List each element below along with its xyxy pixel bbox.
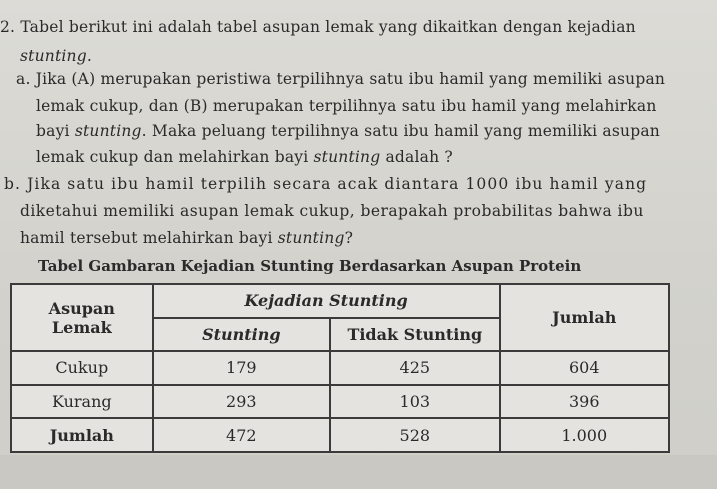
table-row (11, 351, 669, 385)
cell-tidak-stunting: 103 (330, 385, 500, 419)
cell-jumlah: 396 (500, 385, 669, 419)
question-a-line-2: lemak cukup, dan (B) merupakan terpilihnya satu ibu hamil yang melahirkan (36, 97, 657, 115)
question-a-line-4-italic: stunting (313, 148, 381, 166)
question-b-line-3-italic: stunting (277, 229, 345, 247)
row-label: Cukup (11, 351, 153, 385)
cell-stunting: 293 (153, 385, 330, 419)
row-label: Kurang (11, 385, 153, 419)
question-a-line-4-post: adalah ? (380, 148, 453, 166)
question-a-line-4 (36, 148, 453, 166)
row-label: Jumlah (11, 418, 153, 452)
cell-stunting: 179 (153, 351, 330, 385)
question-a-line-3-italic: stunting (74, 122, 142, 140)
question-intro-line-1: 2. Tabel berikut ini adalah tabel asupan lemak yang dikaitkan dengan kejadian (0, 18, 636, 36)
stunting-table (10, 283, 670, 453)
question-b-line-3 (20, 229, 353, 247)
header-tidak-stunting: Tidak Stunting (330, 318, 500, 352)
question-b-line-3-post: ? (344, 229, 354, 247)
question-a-line-4-pre: lemak cukup dan melahirkan bayi (36, 148, 314, 166)
table-caption: Tabel Gambaran Kejadian Stunting Berdasarkan Asupan Protein (38, 257, 582, 275)
cell-stunting: 472 (153, 418, 330, 452)
question-intro-line-2: stunting. (20, 47, 92, 65)
cell-jumlah: 604 (500, 351, 669, 385)
question-b-line-1: b. Jika satu ibu hamil terpilih secara acak diantara 1000 ibu hamil yang (4, 175, 648, 193)
question-a-line-3-pre: bayi (36, 122, 75, 140)
cell-jumlah: 1.000 (500, 418, 669, 452)
page-bottom-edge (0, 455, 717, 489)
table-row (11, 418, 669, 452)
question-a-line-3 (36, 122, 660, 140)
header-kejadian-stunting: Kejadian Stunting (153, 284, 500, 318)
header-stunting: Stunting (153, 318, 330, 352)
header-asupan-lemak (11, 284, 153, 351)
cell-tidak-stunting: 528 (330, 418, 500, 452)
table-row (11, 385, 669, 419)
question-a-line-1: a. Jika (A) merupakan peristiwa terpilihnya satu ibu hamil yang memiliki asupan (16, 70, 666, 88)
question-a-line-3-post: . Maka peluang terpilihnya satu ibu hamil yang memiliki asupan (141, 122, 660, 140)
header-jumlah: Jumlah (500, 284, 669, 351)
header-asupan: Asupan (48, 298, 115, 318)
cell-tidak-stunting: 425 (330, 351, 500, 385)
header-lemak: Lemak (51, 317, 112, 337)
question-b-line-2: diketahui memiliki asupan lemak cukup, berapakah probabilitas bahwa ibu (20, 202, 644, 220)
question-b-line-3-pre: hamil tersebut melahirkan bayi (20, 229, 278, 247)
